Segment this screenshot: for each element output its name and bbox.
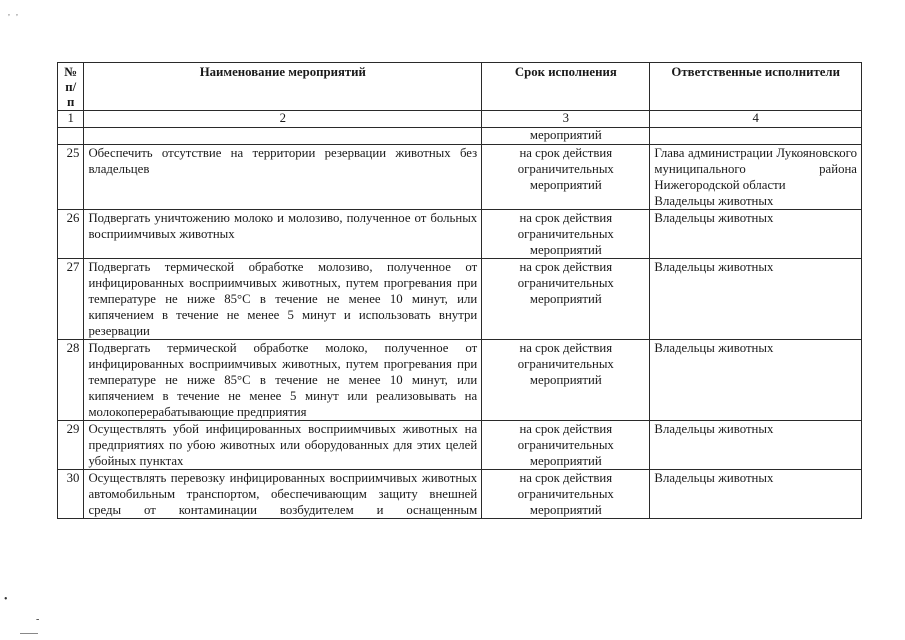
continuation-row xyxy=(58,128,862,145)
measure-term: на срок действия ограничительных мероприятий xyxy=(482,145,650,210)
measure-name: Осуществлять убой инфицированных восприимчивых животных на предприятиях по убою животных или оборудованных для этих целей убойных пунктах xyxy=(84,421,482,470)
table-row xyxy=(58,259,862,340)
header-name: Наименование мероприятий xyxy=(84,63,482,111)
index-cell-4: 4 xyxy=(650,111,862,128)
responsible-line: Владельцы животных xyxy=(654,341,774,355)
responsible-line: Владельцы животных xyxy=(654,211,774,225)
measure-responsible xyxy=(650,259,862,340)
table-row xyxy=(58,210,862,259)
continuation-resp xyxy=(650,128,862,145)
measure-responsible xyxy=(650,421,862,470)
measure-name: Обеспечить отсутствие на территории резервации животных без владельцев xyxy=(84,145,482,210)
index-row xyxy=(58,111,862,128)
index-cell-1: 1 xyxy=(58,111,84,128)
header-row xyxy=(58,63,862,111)
continuation-num xyxy=(58,128,84,145)
table-row xyxy=(58,421,862,470)
scan-speck: • xyxy=(4,594,8,605)
continuation-term: мероприятий xyxy=(482,128,650,145)
measure-term: на срок действия ограничительных мероприятий xyxy=(482,340,650,421)
measure-responsible xyxy=(650,210,862,259)
row-number: 28 xyxy=(58,340,84,421)
row-number: 26 xyxy=(58,210,84,259)
row-number: 30 xyxy=(58,470,84,519)
measure-name: Подвергать термической обработке молоко, полученное от инфицированных восприимчивых животных, путем прогревания при температуре не ниже 85°С в течение не менее 10 минут, или кипячением в течение не менее 5 минут или реализовывать на молокоперерабатывающие предприятия xyxy=(84,340,482,421)
measure-name: Подвергать термической обработке молозиво, полученное от инфицированных восприимчивых животных, путем прогревания при температуре не ниже 85°С в течение не менее 10 минут, или кипячением в течение не менее 5 минут и использовать внутри резервации xyxy=(84,259,482,340)
row-number: 29 xyxy=(58,421,84,470)
measure-responsible xyxy=(650,340,862,421)
scan-speck: - xyxy=(36,614,40,625)
scan-edge-line xyxy=(20,633,38,634)
measure-name: Осуществлять перевозку инфицированных восприимчивых животных автомобильным транспортом, обеспечивающим защиту внешней среды от контаминации возбудителем и оснащенным xyxy=(84,470,482,519)
measure-term: на срок действия ограничительных мероприятий xyxy=(482,210,650,259)
responsible-line: Владельцы животных xyxy=(654,260,774,274)
continuation-name xyxy=(84,128,482,145)
responsible-line: Владельцы животных xyxy=(654,194,774,208)
table-row xyxy=(58,145,862,210)
index-cell-2: 2 xyxy=(84,111,482,128)
measure-name: Подвергать уничтожению молоко и молозиво, полученное от больных восприимчивых животных xyxy=(84,210,482,259)
measure-responsible xyxy=(650,145,862,210)
header-num: № п/п xyxy=(58,63,84,111)
responsible-line: Владельцы животных xyxy=(654,422,774,436)
row-number: 25 xyxy=(58,145,84,210)
scan-speck: , , xyxy=(8,8,18,17)
row-number: 27 xyxy=(58,259,84,340)
measure-term: на срок действия ограничительных мероприятий xyxy=(482,259,650,340)
header-resp: Ответственные исполнители xyxy=(650,63,862,111)
measure-term: на срок действия ограничительных мероприятий xyxy=(482,470,650,519)
responsible-line: Владельцы животных xyxy=(654,471,774,485)
measure-responsible xyxy=(650,470,862,519)
table-row xyxy=(58,340,862,421)
header-term: Срок исполнения xyxy=(482,63,650,111)
measure-term: на срок действия ограничительных мероприятий xyxy=(482,421,650,470)
measures-table xyxy=(57,62,862,519)
table-row xyxy=(58,470,862,519)
index-cell-3: 3 xyxy=(482,111,650,128)
responsible-line: Глава администрации Лукояновского муниципального района Нижегородской области xyxy=(654,146,857,192)
